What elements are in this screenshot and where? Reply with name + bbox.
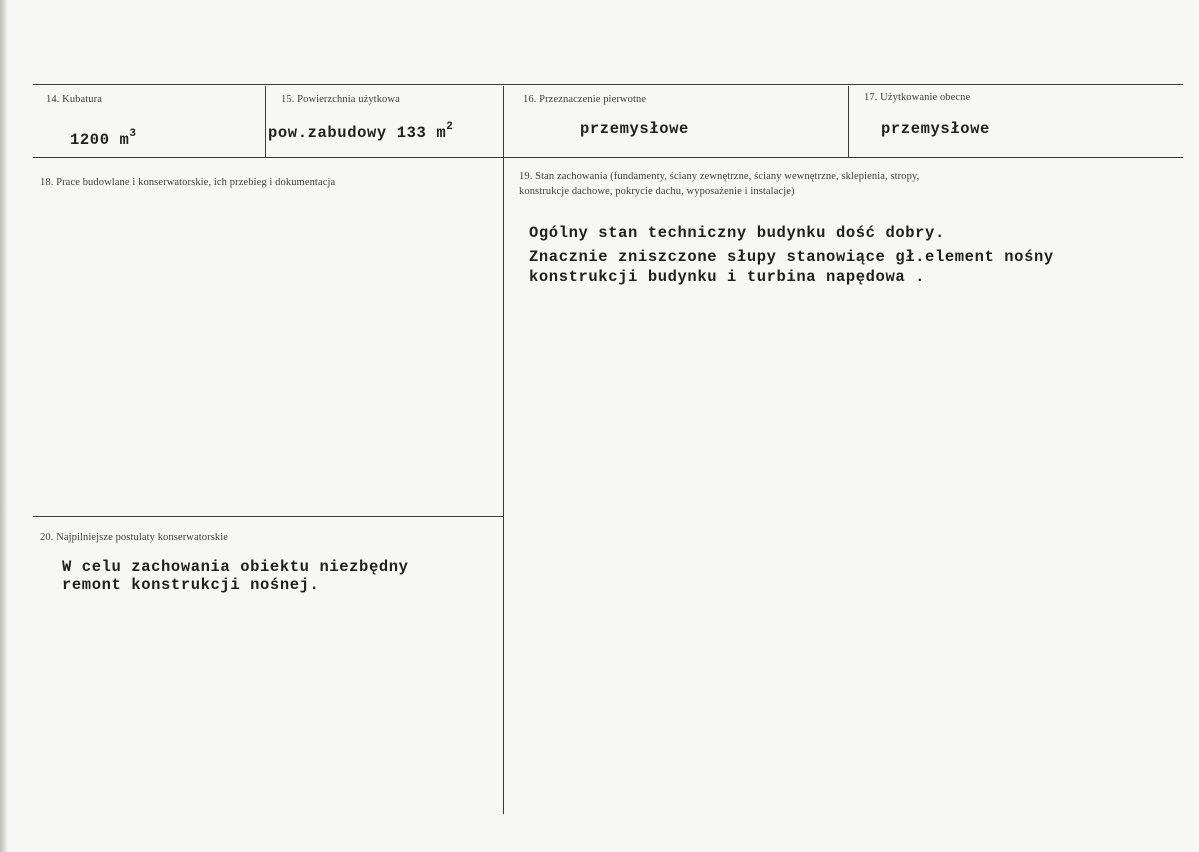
- field-14-value-text: 1200 m: [70, 131, 130, 149]
- top-row-top-border: [33, 84, 1183, 85]
- top-row-bottom-border: [33, 157, 1183, 158]
- divider-14-15: [265, 86, 266, 157]
- field-19-label-line-2: konstrukcje dachowe, pokrycie dachu, wyposażenie i instalacje): [519, 186, 795, 197]
- field-17-label: 17. Użytkowanie obecne: [864, 92, 971, 103]
- field-16-label: 16. Przeznaczenie pierwotne: [523, 94, 647, 105]
- field-20-text-line-2: remont konstrukcji nośnej.: [62, 576, 320, 594]
- field-19-label-line-1: 19. Stan zachowania (fundamenty, ściany zewnętrzne, ściany wewnętrzne, sklepienia, stropy,: [519, 171, 920, 182]
- divider-16-17: [848, 86, 849, 157]
- field-15-value: [268, 121, 454, 142]
- page-edge-shadow: [0, 0, 8, 852]
- field-14-unit-exponent: 3: [129, 128, 137, 140]
- field-17-value: przemysłowe: [881, 120, 990, 138]
- field-18-label: 18. Prace budowlane i konserwatorskie, ich przebieg i dokumentacja: [40, 177, 336, 188]
- field-19-text-line-1: Ogólny stan techniczny budynku dość dobry.: [529, 224, 945, 242]
- field-15-label: 15. Powierzchnia użytkowa: [281, 94, 400, 105]
- field-15-unit-exponent: 2: [446, 121, 454, 133]
- section-18-bottom-border: [33, 516, 503, 517]
- field-15-value-text: pow.zabudowy 133 m: [268, 124, 447, 142]
- field-19-text-line-2: Znacznie zniszczone słupy stanowiące gł.element nośny: [529, 248, 1054, 266]
- field-14-label: 14. Kubatura: [46, 94, 103, 105]
- field-16-value: przemysłowe: [580, 120, 689, 138]
- divider-15-16: [503, 86, 504, 814]
- field-20-text-line-1: W celu zachowania obiektu niezbędny: [62, 558, 409, 576]
- field-20-label: 20. Najpilniejsze postulaty konserwatorskie: [40, 532, 229, 543]
- field-19-text-line-3: konstrukcji budynku i turbina napędowa .: [529, 268, 926, 286]
- field-14-value: [70, 128, 137, 149]
